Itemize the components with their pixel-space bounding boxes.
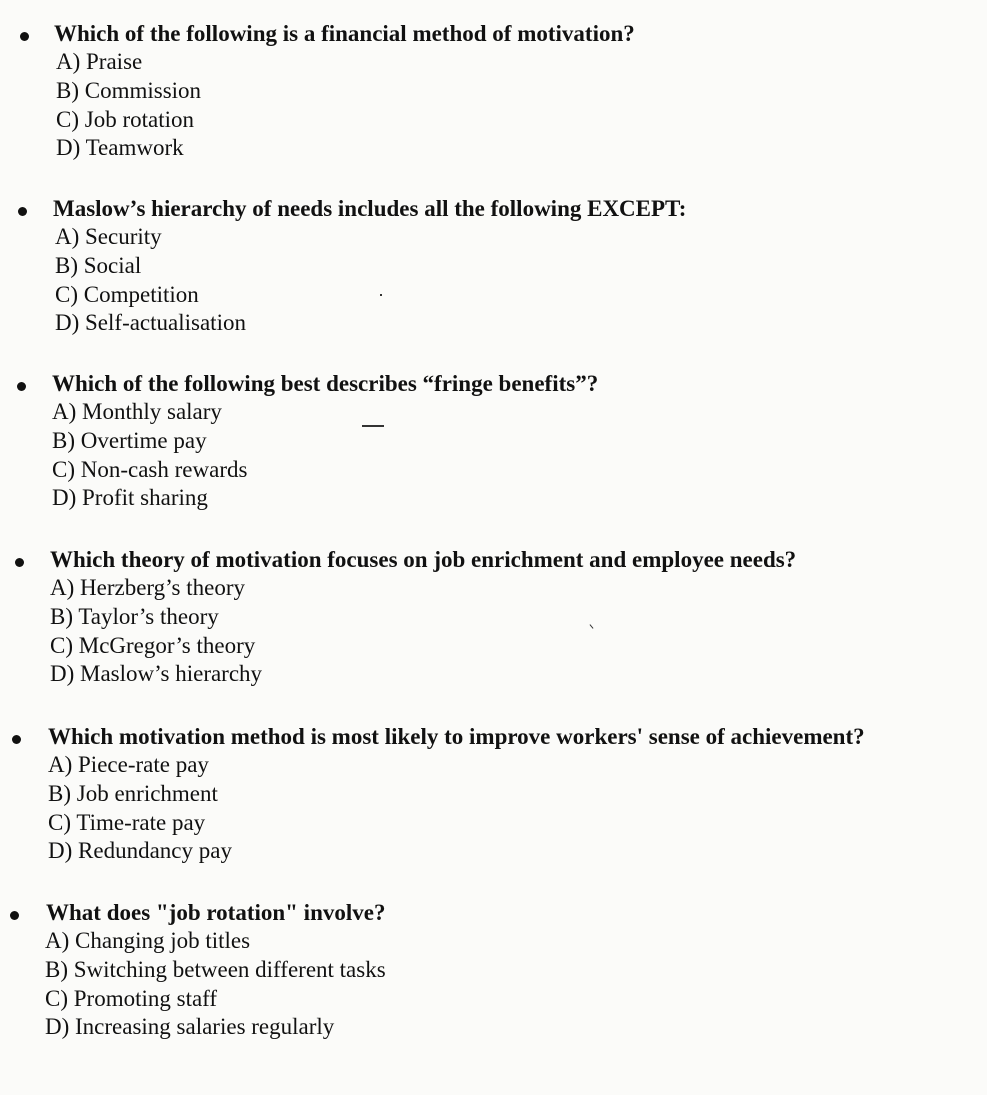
option-d: D) Self-actualisation (55, 310, 246, 336)
option-list (55, 223, 246, 338)
option-a: A) Changing job titles (45, 928, 251, 953)
option-list (56, 48, 201, 163)
option-list (48, 751, 232, 866)
option-a: A) Herzberg’s theory (50, 575, 246, 600)
question-text: Which of the following best describes “fringe benefits”? (52, 371, 599, 396)
question-text: Which motivation method is most likely to improve workers' sense of achievement? (48, 724, 865, 749)
scan-speck (380, 294, 382, 296)
scan-speck (590, 624, 594, 628)
bullet-icon (12, 735, 21, 744)
question-text: What does "job rotation" involve? (46, 900, 386, 925)
option-b: B) Social (55, 252, 142, 278)
option-a: A) Piece-rate pay (48, 752, 209, 777)
bullet-icon (10, 911, 19, 920)
option-d: D) Profit sharing (52, 485, 208, 511)
option-list (50, 574, 262, 689)
option-c: C) Job rotation (56, 106, 194, 132)
option-b: B) Commission (56, 77, 202, 103)
option-c: C) McGregor’s theory (50, 632, 256, 658)
bullet-icon (18, 207, 27, 216)
option-a: A) Monthly salary (52, 399, 222, 424)
option-list (52, 398, 247, 513)
question-text: Maslow’s hierarchy of needs includes all the following EXCEPT: (53, 196, 687, 221)
option-b: B) Job enrichment (48, 780, 218, 806)
option-list (45, 927, 386, 1042)
option-a: A) Security (55, 224, 162, 249)
option-b: B) Overtime pay (52, 427, 207, 453)
bullet-icon (20, 32, 29, 41)
option-b: B) Taylor’s theory (50, 603, 219, 629)
question-text: Which of the following is a financial method of motivation? (54, 21, 635, 46)
option-a: A) Praise (56, 49, 143, 74)
bullet-icon (17, 382, 26, 391)
option-c: C) Non-cash rewards (52, 456, 248, 482)
pen-mark (362, 425, 384, 427)
option-c: C) Competition (55, 281, 199, 307)
option-c: C) Promoting staff (45, 985, 218, 1011)
question-text: Which theory of motivation focuses on job enrichment and employee needs? (50, 547, 797, 572)
option-b: B) Switching between different tasks (45, 956, 386, 982)
option-d: D) Redundancy pay (48, 838, 232, 864)
option-d: D) Teamwork (56, 135, 184, 161)
option-d: D) Increasing salaries regularly (45, 1014, 335, 1040)
option-c: C) Time-rate pay (48, 809, 206, 835)
bullet-icon (15, 558, 24, 567)
option-d: D) Maslow’s hierarchy (50, 661, 263, 687)
